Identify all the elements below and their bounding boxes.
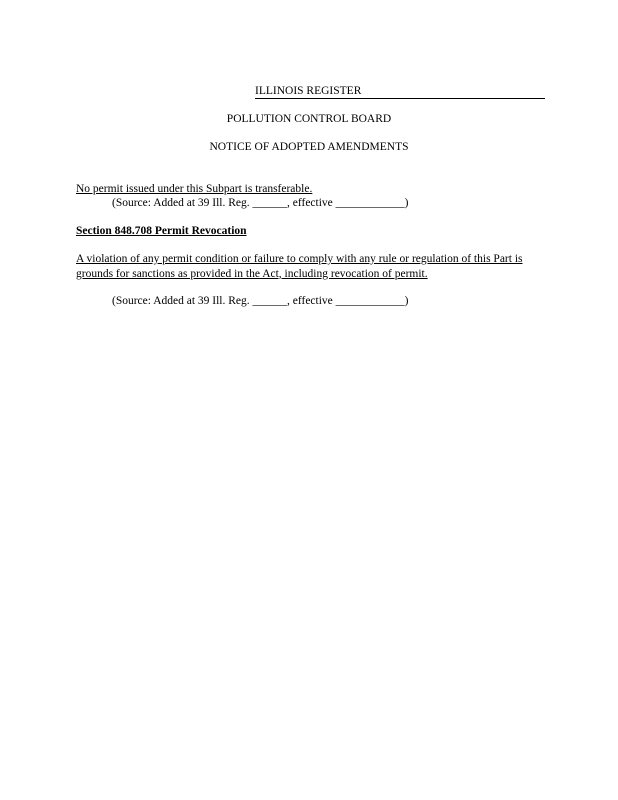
section-heading <box>76 224 546 238</box>
revocation-text: A violation of any permit condition or failure to comply with any rule or regulation of this Part is grounds for sanctions as provided in the Act, including revocation of permit. <box>76 253 523 280</box>
transfer-text: No permit issued under this Subpart is transferable. <box>76 183 313 195</box>
register-title: ILLINOIS REGISTER <box>255 85 362 97</box>
register-header-line <box>255 84 545 99</box>
section-heading-text: Section 848.708 Permit Revocation <box>76 225 247 237</box>
source-note-2: (Source: Added at 39 Ill. Reg. ______, effective ____________) <box>112 295 409 307</box>
source-note-1: (Source: Added at 39 Ill. Reg. ______, effective ____________) <box>112 197 409 209</box>
notice-title: NOTICE OF ADOPTED AMENDMENTS <box>209 141 409 153</box>
transfer-paragraph <box>76 182 546 196</box>
revocation-paragraph <box>76 252 546 281</box>
board-title: POLLUTION CONTROL BOARD <box>226 113 392 125</box>
